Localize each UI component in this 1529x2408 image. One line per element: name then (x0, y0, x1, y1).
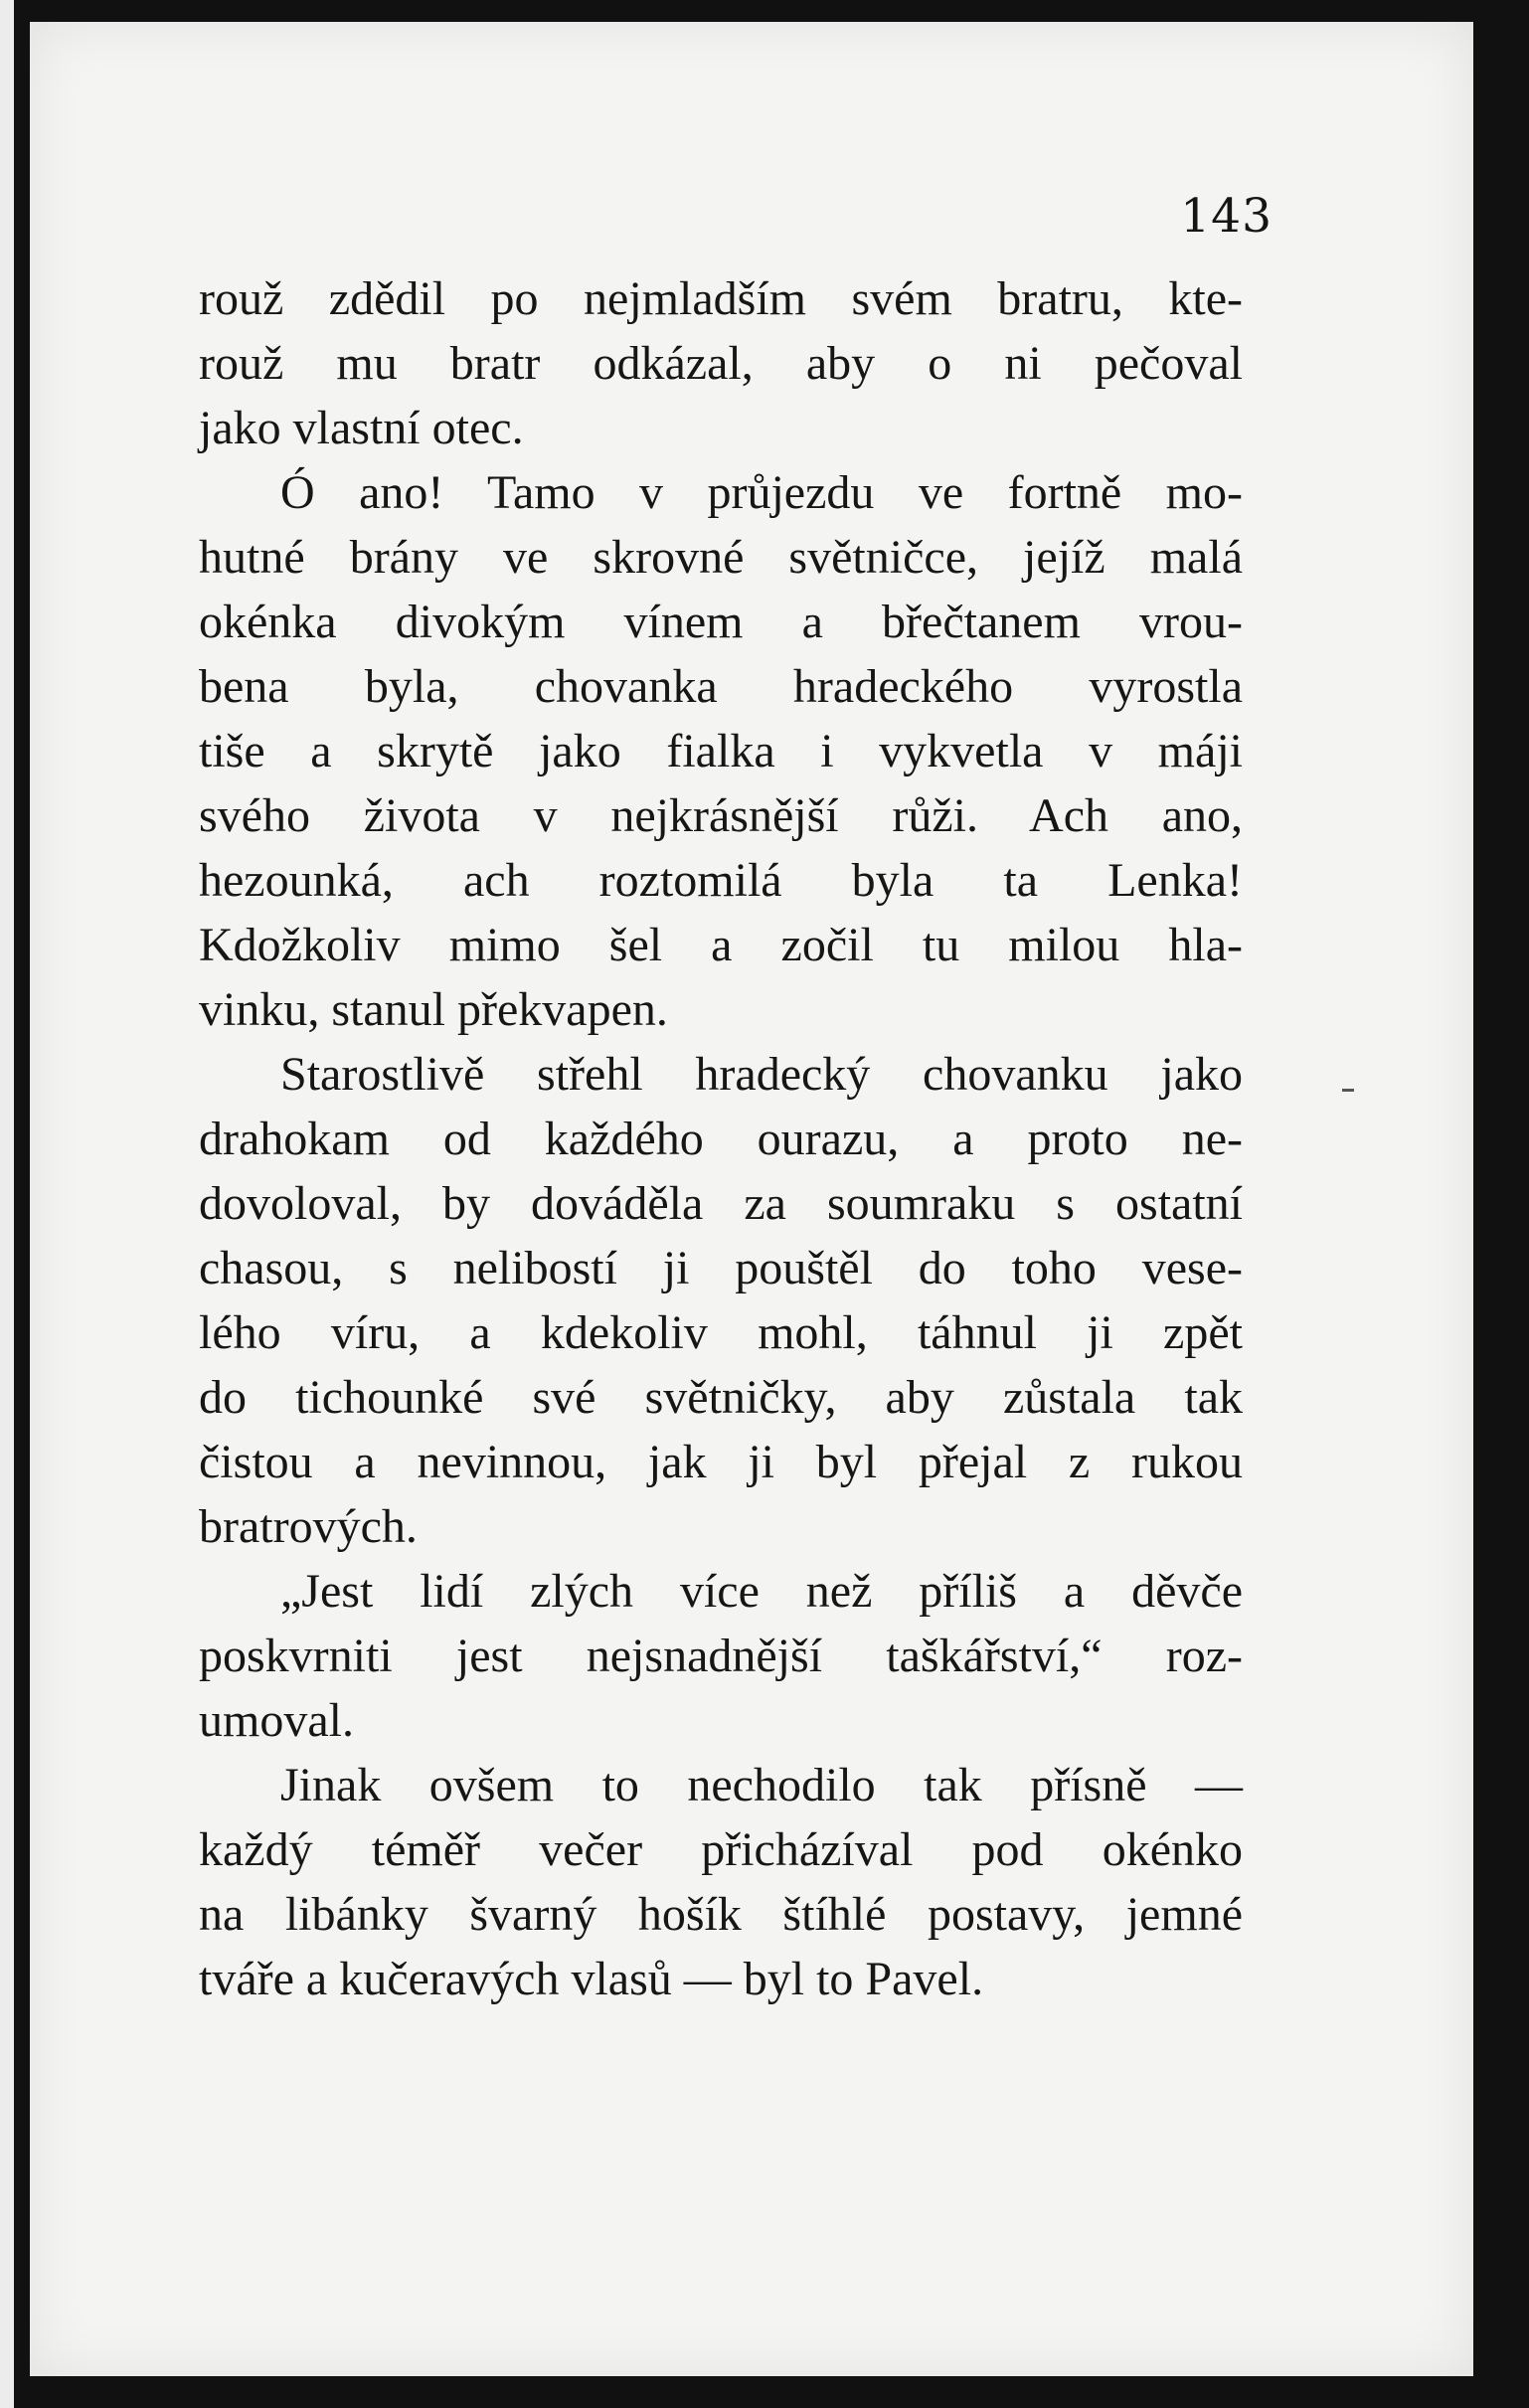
text-line: bena byla, chovanka hradeckého vyrostla (199, 660, 1243, 713)
text-line: každý téměř večer přicházíval pod okénko (199, 1823, 1243, 1876)
text-line: drahokam od každého ourazu, a proto ne- (199, 1113, 1243, 1165)
text-line: bratrových. (199, 1500, 418, 1553)
text-line: čistou a nevinnou, jak ji byl přejal z rukou (199, 1436, 1243, 1488)
body-text (199, 266, 1243, 2011)
text-line: Jinak ovšem to nechodilo tak přísně — (280, 1759, 1243, 1811)
text-line: umoval. (199, 1694, 354, 1747)
page-number: 143 (1180, 189, 1273, 244)
paragraph-2 (199, 460, 1243, 1042)
paragraph-3 (199, 1042, 1243, 1559)
text-line: tiše a skrytě jako fialka i vykvetla v máji (199, 725, 1243, 777)
text-line: okénka divokým vínem a břečtanem vrou- (199, 596, 1243, 648)
text-line: Ó ano! Tamo v průjezdu ve fortně mo- (280, 466, 1243, 519)
text-line: Kdožkoliv mimo šel a zočil tu milou hla- (199, 919, 1243, 971)
paragraph-5 (199, 1753, 1243, 2011)
text-line: lého víru, a kdekoliv mohl, táhnul ji zpět (199, 1306, 1243, 1359)
margin-mark (1342, 1089, 1354, 1092)
text-line: hutné brány ve skrovné světničce, jejíž malá (199, 531, 1243, 584)
text-line: rouž mu bratr odkázal, aby o ni pečoval (199, 337, 1243, 390)
paragraph-4 (199, 1559, 1243, 1753)
text-line: tváře a kučeravých vlasů — byl to Pavel. (199, 1953, 984, 2005)
text-line: na libánky švarný hošík štíhlé postavy, jemné (199, 1888, 1243, 1941)
paragraph-1 (199, 266, 1243, 460)
text-line: chasou, s nelibostí ji pouštěl do toho vese- (199, 1242, 1243, 1294)
text-line: dovoloval, by dováděla za soumraku s ostatní (199, 1177, 1243, 1230)
text-line: jako vlastní otec. (199, 402, 524, 454)
text-line: svého života v nejkrásnější růži. Ach ano, (199, 789, 1243, 842)
adjacent-page-edge (0, 0, 14, 2408)
text-line: poskvrniti jest nejsnadnější taškářství,“ roz- (199, 1630, 1243, 1682)
text-line: vinku, stanul překvapen. (199, 983, 668, 1036)
text-line: „Jest lidí zlých více než příliš a děvče (280, 1565, 1243, 1618)
text-line: hezounká, ach roztomilá byla ta Lenka! (199, 854, 1243, 907)
text-line: rouž zdědil po nejmladším svém bratru, kte- (199, 272, 1243, 325)
text-line: Starostlivě střehl hradecký chovanku jako (280, 1048, 1243, 1101)
text-line: do tichounké své světničky, aby zůstala tak (199, 1371, 1243, 1424)
